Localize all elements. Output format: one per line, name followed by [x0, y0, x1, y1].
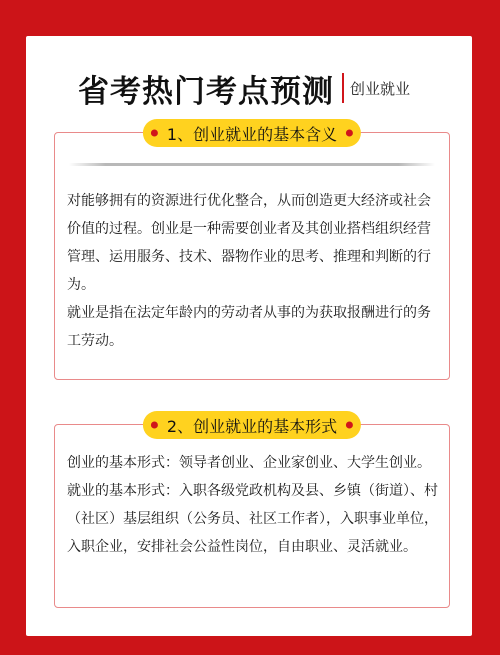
paragraph-employment-definition: 就业是指在法定年龄内的劳动者从事的为获取报酬进行的务工劳动。 [67, 305, 431, 349]
section-heading-pill [143, 119, 361, 147]
page-title: 省考热门考点预测 [78, 73, 334, 110]
top-watermark-strip [40, 12, 340, 26]
page-header [78, 68, 438, 108]
section-heading-pill [143, 411, 361, 439]
section-basic-meaning [54, 124, 450, 380]
section-heading: 2、创业就业的基本形式 [166, 416, 338, 436]
paragraph-employment-forms: 就业的基本形式：入职各级党政机构及县、乡镇（街道）、村（社区）基层组织（公务员、社区工作者），入职事业单位，入职企业，安排社会公益性岗位，自由职业、灵活就业。 [67, 483, 438, 555]
topic-tag: 创业就业 [350, 79, 411, 98]
content-card [26, 36, 472, 636]
section-heading: 1、创业就业的基本含义 [166, 124, 338, 144]
paragraph-entrepreneurship-definition: 对能够拥有的资源进行优化整合，从而创造更大经济或社会价值的过程。创业是一种需要创业者及其创业搭档组织经营管理、运用服务、技术、器物作业的思考、推理和判断的行为。 [67, 193, 431, 293]
section-basic-forms [54, 416, 450, 608]
separator-line [69, 163, 435, 166]
paragraph-entrepreneurship-forms: 创业的基本形式：领导者创业、企业家创业、大学生创业。 [67, 455, 431, 471]
title-divider [342, 73, 344, 103]
